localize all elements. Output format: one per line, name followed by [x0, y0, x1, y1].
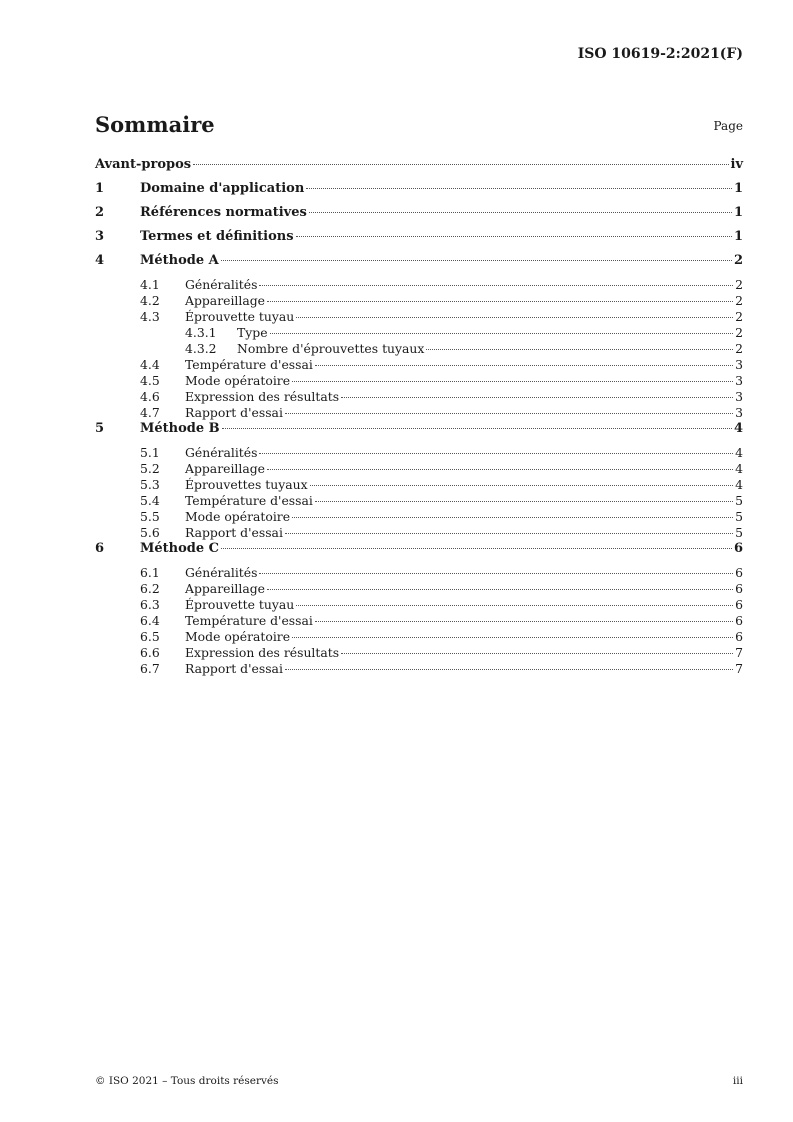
toc-entry-page: 6: [735, 613, 743, 628]
toc-entry-label: Termes et définitions: [140, 229, 294, 244]
toc-entry-page: 4: [733, 421, 743, 436]
toc-entry-page: 4: [735, 461, 743, 476]
toc-entry-label: Rapport d'essai: [185, 661, 283, 676]
toc-entry[interactable]: [95, 461, 743, 477]
dot-leader: [310, 485, 734, 486]
toc-entry-label: Température d'essai: [185, 357, 313, 372]
toc-entry-label: Éprouvettes tuyaux: [185, 477, 308, 492]
dot-leader: [285, 669, 733, 670]
dot-leader: [315, 501, 733, 502]
toc-entry-number: 4.1: [140, 277, 160, 292]
toc-entry-page: 1: [733, 181, 743, 196]
toc-entry-page: 1: [733, 229, 743, 244]
toc-entry-number: 5.3: [140, 477, 160, 492]
toc-entry[interactable]: [95, 181, 743, 205]
dot-leader: [306, 188, 732, 189]
toc-entry-page: iv: [730, 157, 743, 172]
toc-entry-page: 5: [735, 493, 743, 508]
dot-leader: [285, 533, 733, 534]
toc-entry[interactable]: [95, 613, 743, 629]
toc-entry-page: 5: [735, 525, 743, 540]
toc-entry-label: Éprouvette tuyau: [185, 597, 295, 612]
toc-entry-label: Éprouvette tuyau: [185, 309, 295, 324]
toc-entry-label: Références normatives: [140, 205, 307, 220]
toc-entry-page: 5: [735, 509, 743, 524]
toc-entry-number: 5.2: [140, 461, 160, 476]
dot-leader: [296, 605, 733, 606]
toc-entry-page: 3: [735, 389, 743, 404]
toc-entry[interactable]: [95, 293, 743, 309]
toc-entry[interactable]: [95, 405, 743, 421]
dot-leader: [341, 653, 733, 654]
toc-entry[interactable]: [95, 565, 743, 581]
toc-entry-label: Méthode B: [140, 421, 220, 436]
dot-leader: [267, 469, 733, 470]
dot-leader: [221, 260, 732, 261]
dot-leader: [309, 212, 732, 213]
page-column-label: Page: [713, 119, 743, 133]
toc-entry-number: 6: [95, 541, 105, 556]
dot-leader: [341, 397, 733, 398]
toc-entry-label: Rapport d'essai: [185, 525, 283, 540]
toc-entry-page: 3: [735, 357, 743, 372]
toc-entry-page: 3: [735, 373, 743, 388]
toc-entry[interactable]: [95, 629, 743, 645]
toc-entry[interactable]: [95, 509, 743, 525]
toc-entry-label: Généralités: [185, 277, 258, 292]
toc-entry-label: Expression des résultats: [185, 389, 340, 404]
toc-entry[interactable]: [95, 253, 743, 277]
toc-entry[interactable]: [95, 205, 743, 229]
toc-entry-page: 6: [735, 565, 743, 580]
toc-entry-label: Méthode A: [140, 253, 219, 268]
toc-entry-number: 3: [95, 229, 105, 244]
table-of-contents: [95, 157, 743, 677]
footer-page-number: iii: [732, 1075, 743, 1087]
toc-entry-number: 1: [95, 181, 105, 196]
toc-entry-page: 1: [733, 205, 743, 220]
toc-entry[interactable]: [95, 421, 743, 445]
toc-entry-page: 2: [735, 293, 743, 308]
toc-entry[interactable]: [95, 661, 743, 677]
toc-entry-label: Type: [237, 325, 268, 340]
toc-entry-label: Appareillage: [185, 581, 265, 596]
toc-entry-page: 2: [735, 309, 743, 324]
dot-leader: [296, 236, 732, 237]
toc-entry-number: 6.6: [140, 645, 160, 660]
toc-entry[interactable]: [95, 341, 743, 357]
toc-entry-number: 4.6: [140, 389, 160, 404]
toc-entry-label: Mode opératoire: [185, 509, 291, 524]
toc-entry-number: 4: [95, 253, 105, 268]
toc-entry-label: Généralités: [185, 445, 258, 460]
dot-leader: [259, 285, 733, 286]
toc-entry[interactable]: [95, 389, 743, 405]
dot-leader: [292, 381, 733, 382]
toc-entry-page: 6: [733, 541, 743, 556]
dot-leader: [259, 573, 733, 574]
toc-entry-page: 4: [735, 445, 743, 460]
toc-entry[interactable]: [95, 581, 743, 597]
toc-entry-page: 2: [735, 341, 743, 356]
toc-entry-label: Domaine d'application: [140, 181, 305, 196]
toc-entry[interactable]: [95, 445, 743, 461]
toc-entry-number: 4.7: [140, 405, 160, 420]
toc-entry[interactable]: [95, 525, 743, 541]
toc-entry-number: 6.3: [140, 597, 160, 612]
footer-copyright: © ISO 2021 – Tous droits réservés: [95, 1075, 279, 1087]
toc-entry-number: 5.4: [140, 493, 160, 508]
toc-entry-number: 4.2: [140, 293, 160, 308]
toc-entry-label: Rapport d'essai: [185, 405, 283, 420]
toc-entry-number: 6.5: [140, 629, 160, 644]
dot-leader: [222, 428, 732, 429]
toc-entry[interactable]: [95, 309, 743, 325]
dot-leader: [259, 453, 733, 454]
toc-entry-label: Mode opératoire: [185, 373, 291, 388]
toc-entry-number: 6.2: [140, 581, 160, 596]
dot-leader: [270, 333, 734, 334]
toc-entry-number: 5.6: [140, 525, 160, 540]
toc-entry-page: 6: [735, 597, 743, 612]
toc-entry-label: Mode opératoire: [185, 629, 291, 644]
toc-entry-number: 5.1: [140, 445, 160, 460]
toc-entry-label: Appareillage: [185, 293, 265, 308]
toc-entry-page: 2: [735, 325, 743, 340]
toc-entry[interactable]: [95, 277, 743, 293]
toc-entry-page: 7: [735, 645, 743, 660]
toc-entry[interactable]: [95, 325, 743, 341]
dot-leader: [426, 349, 733, 350]
toc-entry[interactable]: [95, 373, 743, 389]
toc-entry-number: 4.5: [140, 373, 160, 388]
toc-entry[interactable]: [95, 541, 743, 565]
dot-leader: [292, 517, 733, 518]
dot-leader: [315, 365, 733, 366]
toc-entry-page: 6: [735, 581, 743, 596]
toc-entry[interactable]: [95, 477, 743, 493]
toc-entry-number: 4.3: [140, 309, 160, 324]
toc-entry-number: 6.4: [140, 613, 160, 628]
dot-leader: [285, 413, 733, 414]
toc-entry[interactable]: [95, 157, 743, 181]
toc-entry-number: 5: [95, 421, 105, 436]
toc-entry-label: Expression des résultats: [185, 645, 340, 660]
toc-entry[interactable]: [95, 493, 743, 509]
dot-leader: [267, 301, 733, 302]
toc-entry-label: Température d'essai: [185, 613, 313, 628]
toc-entry-page: 2: [733, 253, 743, 268]
toc-entry-number: 4.3.1: [185, 325, 217, 340]
toc-entry-page: 6: [735, 629, 743, 644]
toc-entry-label: Méthode C: [140, 541, 220, 556]
toc-entry-label: Nombre d'éprouvettes tuyaux: [237, 341, 425, 356]
toc-entry[interactable]: [95, 645, 743, 661]
dot-leader: [193, 164, 728, 165]
dot-leader: [296, 317, 733, 318]
toc-entry[interactable]: [95, 597, 743, 613]
document-id: ISO 10619-2:2021(F): [577, 46, 743, 62]
dot-leader: [315, 621, 733, 622]
toc-entry-label: Appareillage: [185, 461, 265, 476]
dot-leader: [267, 589, 733, 590]
toc-entry-number: 6.7: [140, 661, 160, 676]
toc-entry-number: 4.3.2: [185, 341, 217, 356]
page-title: Sommaire: [95, 112, 215, 137]
toc-entry-label: Avant-propos: [95, 157, 192, 172]
toc-entry-number: 5.5: [140, 509, 160, 524]
dot-leader: [292, 637, 733, 638]
toc-entry[interactable]: [95, 229, 743, 253]
toc-entry-page: 7: [735, 661, 743, 676]
dot-leader: [221, 548, 732, 549]
toc-entry-label: Température d'essai: [185, 493, 313, 508]
toc-entry-page: 4: [735, 477, 743, 492]
toc-entry-number: 2: [95, 205, 105, 220]
toc-entry-page: 2: [735, 277, 743, 292]
toc-entry[interactable]: [95, 357, 743, 373]
toc-entry-number: 6.1: [140, 565, 160, 580]
toc-entry-label: Généralités: [185, 565, 258, 580]
toc-entry-number: 4.4: [140, 357, 160, 372]
toc-entry-page: 3: [735, 405, 743, 420]
